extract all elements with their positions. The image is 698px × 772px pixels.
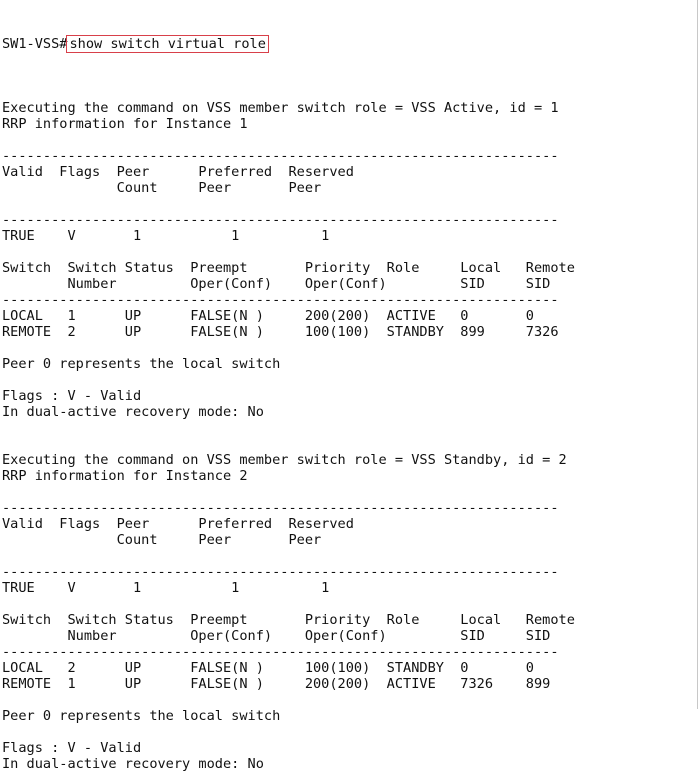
output-line <box>2 596 698 612</box>
output-line: Number Oper(Conf) Oper(Conf) SID SID <box>2 276 551 292</box>
output-line: Number Oper(Conf) Oper(Conf) SID SID <box>2 628 551 644</box>
prompt-text: SW1-VSS# <box>2 36 68 52</box>
output-line: TRUE V 1 1 1 <box>2 580 330 596</box>
output-line: Valid Flags Peer Preferred Reserved <box>2 164 354 180</box>
output-line: -------------------------------------------------------------------- <box>2 564 559 580</box>
output-line <box>2 372 698 388</box>
output-line: Switch Switch Status Preempt Priority Role Local Remote <box>2 260 575 276</box>
output-line <box>2 724 698 740</box>
output-line: Switch Switch Status Preempt Priority Role Local Remote <box>2 612 575 628</box>
output-line <box>2 484 698 500</box>
output-line <box>2 84 698 100</box>
output-line: In dual-active recovery mode: No <box>2 756 264 772</box>
output-line <box>2 132 698 148</box>
output-line <box>2 436 698 452</box>
output-line: -------------------------------------------------------------------- <box>2 500 559 516</box>
output-line <box>2 340 698 356</box>
output-line: REMOTE 1 UP FALSE(N ) 200(200) ACTIVE 7326 899 <box>2 676 551 692</box>
output-line: Flags : V - Valid <box>2 740 142 756</box>
output-line: -------------------------------------------------------------------- <box>2 292 559 308</box>
output-line: -------------------------------------------------------------------- <box>2 148 559 164</box>
output-line <box>2 548 698 564</box>
command-highlight: show switch virtual role <box>66 35 268 53</box>
output-line: Valid Flags Peer Preferred Reserved <box>2 516 354 532</box>
output-line: In dual-active recovery mode: No <box>2 404 264 420</box>
output-line: Peer 0 represents the local switch <box>2 356 281 372</box>
output-line: Executing the command on VSS member switch role = VSS Active, id = 1 <box>2 100 559 116</box>
output-line: RRP information for Instance 2 <box>2 468 248 484</box>
output-line <box>2 196 698 212</box>
output-line: Executing the command on VSS member switch role = VSS Standby, id = 2 <box>2 452 567 468</box>
output-line: REMOTE 2 UP FALSE(N ) 100(100) STANDBY 899 7326 <box>2 324 559 340</box>
output-line: Flags : V - Valid <box>2 388 142 404</box>
output-line: RRP information for Instance 1 <box>2 116 248 132</box>
output-line <box>2 692 698 708</box>
output-line: LOCAL 2 UP FALSE(N ) 100(100) STANDBY 0 0 <box>2 660 534 676</box>
output-line: LOCAL 1 UP FALSE(N ) 200(200) ACTIVE 0 0 <box>2 308 534 324</box>
output-line: TRUE V 1 1 1 <box>2 228 330 244</box>
output-line: Count Peer Peer <box>2 180 322 196</box>
output-line <box>2 420 698 436</box>
output-line: Peer 0 represents the local switch <box>2 708 281 724</box>
prompt-line <box>2 34 698 54</box>
output-line: Count Peer Peer <box>2 532 322 548</box>
output-line: -------------------------------------------------------------------- <box>2 644 559 660</box>
output-line: -------------------------------------------------------------------- <box>2 212 559 228</box>
output-line <box>2 244 698 260</box>
